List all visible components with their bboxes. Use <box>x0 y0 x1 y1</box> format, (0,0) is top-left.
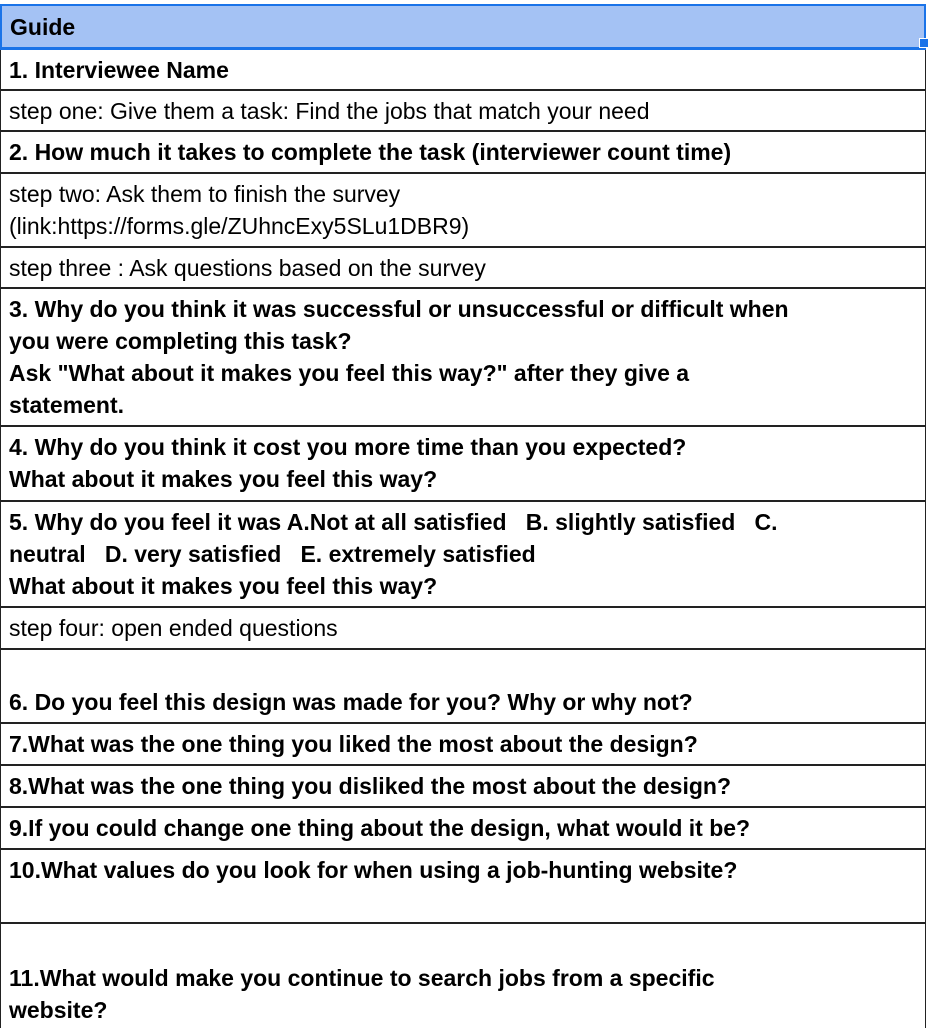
cell-question-9[interactable] <box>0 808 926 850</box>
cell-text: step four: open ended questions <box>9 615 338 641</box>
cell-text: step three : Ask questions based on the survey <box>9 255 486 281</box>
cell-text: 10.What values do you look for when using a job-hunting website? <box>9 857 738 883</box>
cell-text: you were completing this task? <box>9 328 352 354</box>
cell-text: 2. How much it takes to complete the task (interviewer count time) <box>9 139 732 165</box>
cell-step-one[interactable] <box>0 91 926 132</box>
cell-step-three[interactable] <box>0 248 926 289</box>
cell-text: neutral D. very satisfied E. extremely satisfied <box>9 541 536 567</box>
cell-question-4[interactable] <box>0 427 926 502</box>
cell-step-four[interactable] <box>0 608 926 650</box>
cell-question-3[interactable] <box>0 289 926 427</box>
cell-text: What about it makes you feel this way? <box>9 466 438 492</box>
cell-question-8[interactable] <box>0 766 926 808</box>
cell-text: step two: Ask them to finish the survey <box>9 181 401 207</box>
selection-fill-handle[interactable] <box>919 38 929 48</box>
cell-text: step one: Give them a task: Find the jobs that match your need <box>9 98 650 124</box>
cell-text: 8.What was the one thing you disliked the most about the design? <box>9 773 731 799</box>
header-cell-text: Guide <box>10 14 76 40</box>
cell-text: Ask "What about it makes you feel this way?" after they give a <box>9 360 690 386</box>
survey-link[interactable]: (link:https://forms.gle/ZUhncExy5SLu1DBR9) <box>9 213 470 239</box>
cell-text: 9.If you could change one thing about the design, what would it be? <box>9 815 751 841</box>
cell-text: 3. Why do you think it was successful or unsuccessful or difficult when <box>9 296 789 322</box>
cell-text: What about it makes you feel this way? <box>9 573 438 599</box>
cell-text: 5. Why do you feel it was A.Not at all satisfied B. slightly satisfied C. <box>9 509 778 535</box>
cell-interviewee-name[interactable] <box>0 50 926 91</box>
cell-question-7[interactable] <box>0 724 926 766</box>
cell-step-two[interactable] <box>0 174 926 248</box>
cell-text: 4. Why do you think it cost you more time than you expected? <box>9 434 687 460</box>
cell-text: 1. Interviewee Name <box>9 57 229 83</box>
cell-question-5[interactable] <box>0 502 926 608</box>
cell-question-11[interactable] <box>0 924 926 1028</box>
cell-question-6[interactable] <box>0 650 926 724</box>
header-cell-guide[interactable] <box>0 4 926 50</box>
cell-question-2[interactable] <box>0 132 926 174</box>
cell-text: 11.What would make you continue to search jobs from a specific <box>9 965 715 991</box>
cell-question-10[interactable] <box>0 850 926 924</box>
cell-text: 6. Do you feel this design was made for you? Why or why not? <box>9 689 693 715</box>
cell-text: website? <box>9 997 108 1023</box>
cell-text: statement. <box>9 392 125 418</box>
cell-text: 7.What was the one thing you liked the most about the design? <box>9 731 698 757</box>
